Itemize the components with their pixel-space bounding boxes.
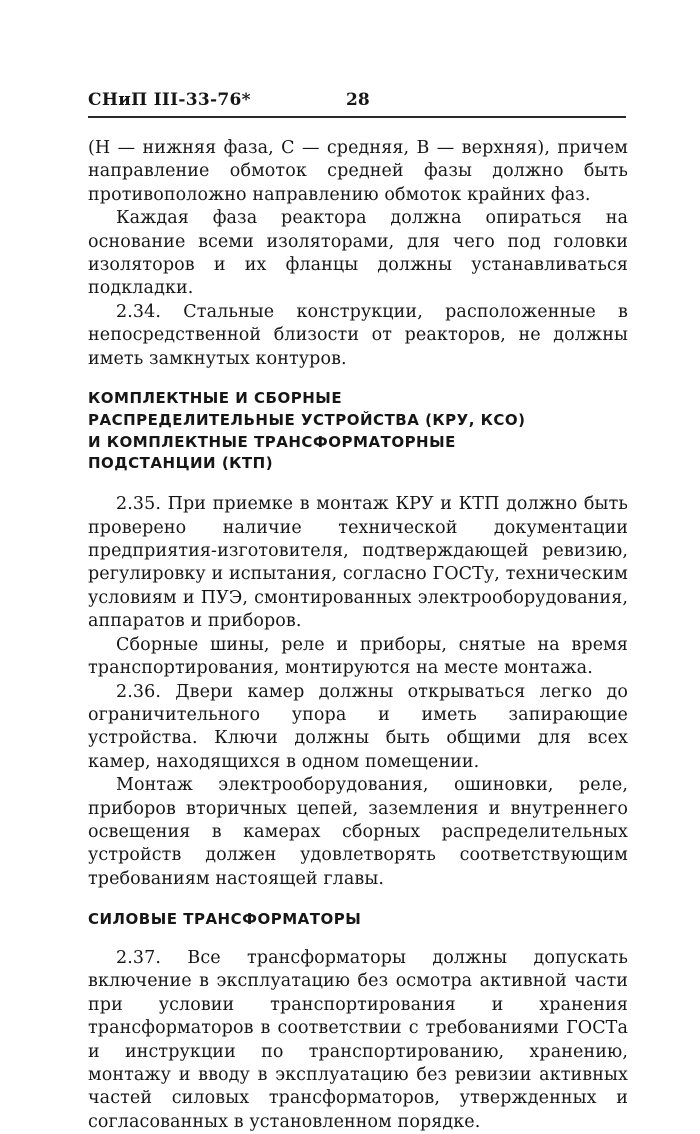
clause-2-35 — [88, 493, 628, 633]
paragraph-busbars: Сборные шины, реле и приборы, снятые на время транспортирования, монтируются на месте монтажа. — [88, 634, 628, 679]
clause-text: При приемке в монтаж КРУ и КТП должно быть проверено наличие технической документации предприятия-изготовителя, подтверждающей ревизию, регулировку и испытания, согласно ГОСТу, техническим условиям и ПУЭ, смонтированных электрооборудования, аппаратов и приборов. — [88, 494, 628, 632]
section-heading-kru-ktp — [88, 388, 628, 475]
heading-line: СИЛОВЫЕ ТРАНСФОРМАТОРЫ — [88, 910, 362, 929]
clause-number: 2.34. — [116, 301, 162, 322]
document-code: СНиП III-33-76* — [88, 90, 251, 110]
clause-number: 2.35. — [116, 494, 162, 515]
page-number: 28 — [346, 90, 370, 110]
heading-line: И КОМПЛЕКТНЫЕ ТРАНСФОРМАТОРНЫЕ — [88, 432, 456, 451]
paragraph-installation: Монтаж электрооборудования, ошиновки, реле, приборов вторичных цепей, заземления и внутреннего освещения в камерах сборных распределительных устройств должен удовлетворять соответствующим требованиям настоящей главы. — [88, 775, 628, 889]
paragraph-continuation: (Н — нижняя фаза, С — средняя, В — верхняя), причем направление обмоток средней фазы должно быть противоположно направлению обмоток крайних фаз. — [88, 138, 628, 205]
clause-number: 2.36. — [116, 681, 162, 702]
header-rule — [88, 116, 626, 118]
clause-text: Стальные конструкции, расположенные в непосредственной близости от реакторов, не должны иметь замкнутых контуров. — [88, 301, 628, 369]
section-heading-power-transformers — [88, 909, 628, 931]
heading-line: ПОДСТАНЦИИ (КТП) — [88, 454, 274, 473]
clause-2-37 — [88, 947, 628, 1134]
clause-text: Двери камер должны открываться легко до ограничительного упора и иметь запирающие устройства. Ключи должны быть общими для всех камер, находящихся в одном помещении. — [88, 681, 628, 772]
heading-line: КОМПЛЕКТНЫЕ И СБОРНЫЕ — [88, 389, 343, 408]
clause-number: 2.37. — [116, 947, 162, 968]
heading-line: РАСПРЕДЕЛИТЕЛЬНЫЕ УСТРОЙСТВА (КРУ, КСО) — [88, 410, 526, 429]
clause-2-36 — [88, 681, 628, 775]
paragraph-reactor-phase: Каждая фаза реактора должна опираться на основание всеми изоляторами, для чего под головки изоляторов и их фланцы должны устанавливаться подкладки. — [88, 208, 628, 299]
document-body — [88, 137, 628, 1134]
clause-text: Все трансформаторы должны допускать включение в эксплуатацию без осмотра активной части при условии транспортирования и хранения трансформаторов в соответствии с требованиями ГОСТа и инструкции по транспортированию, хранению, монтажу и вводу в эксплуатацию без ревизии активных частей силовых трансформаторов, утвержденных и согласованных в установленном порядке. — [88, 947, 628, 1132]
clause-2-34 — [88, 301, 628, 371]
